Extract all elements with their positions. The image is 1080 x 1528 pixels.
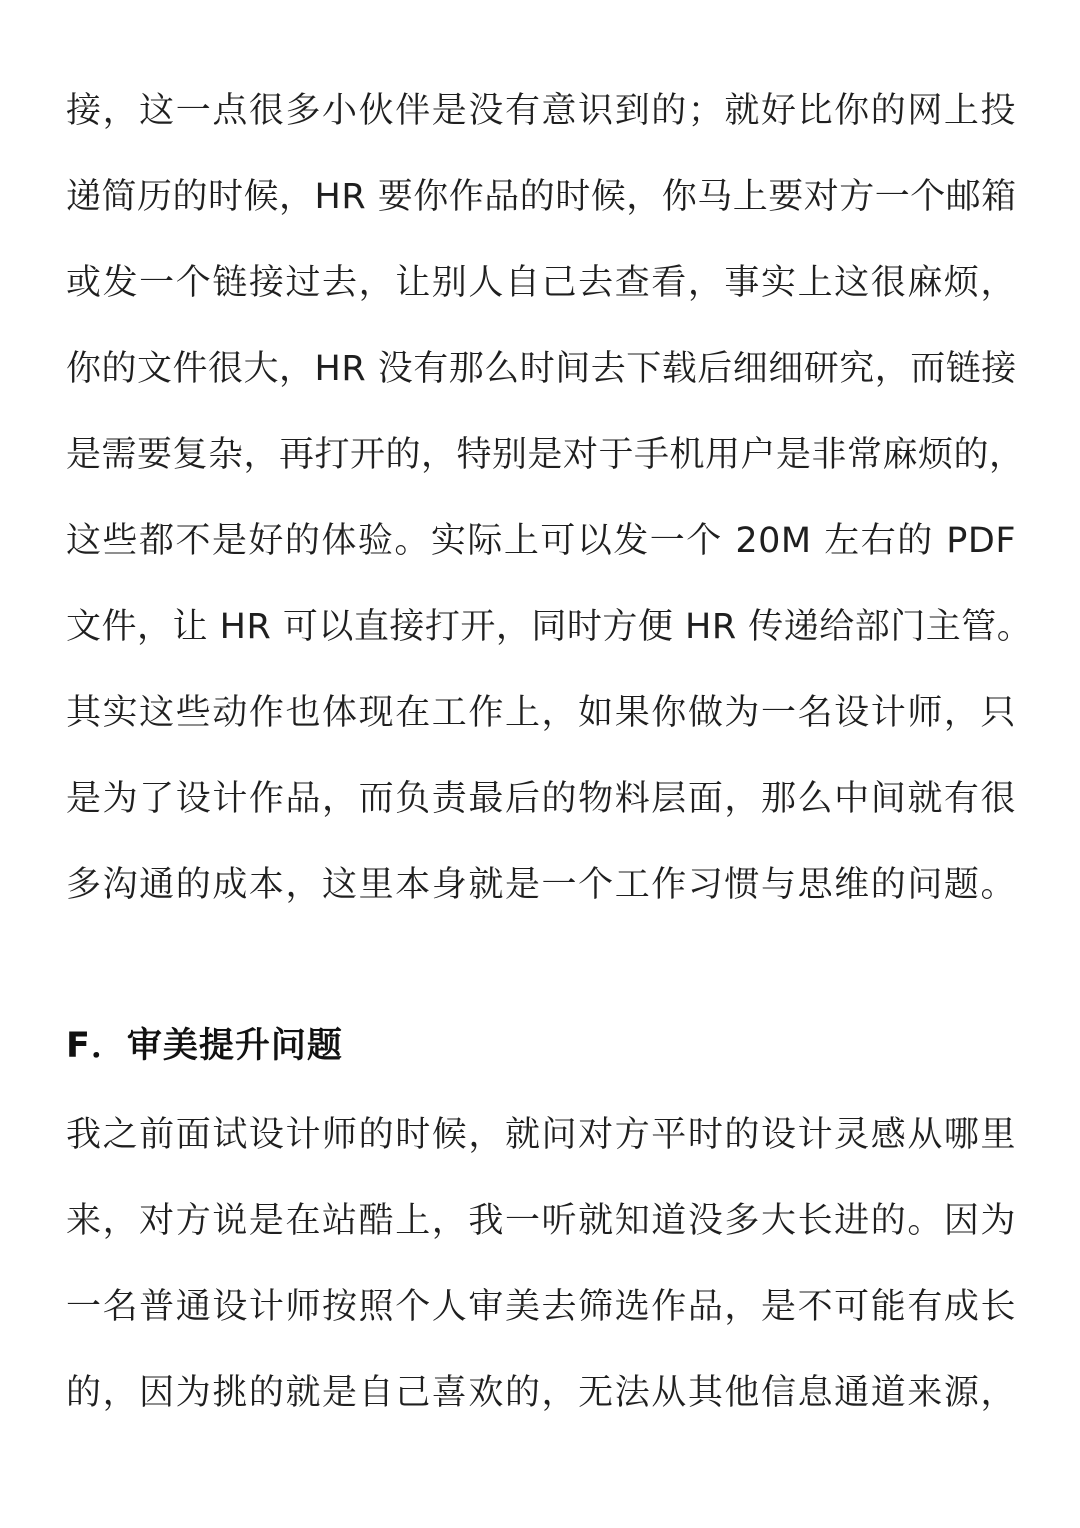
paragraph-line: 你的文件很大，HR 没有那么时间去下载后细细研究，而链接 (66, 349, 1017, 389)
paragraph-line: 文件，让 HR 可以直接打开，同时方便 HR 传递给部门主管。 (66, 607, 1033, 647)
section-heading: F．审美提升问题 (66, 1026, 343, 1066)
paragraph-line: 来，对方说是在站酷上，我一听就知道没多大长进的。因为 (66, 1201, 1016, 1241)
paragraph-line: 是需要复杂，再打开的，特别是对于手机用户是非常麻烦的， (66, 435, 1025, 475)
paragraph-line: 多沟通的成本，这里本身就是一个工作习惯与思维的问题。 (66, 865, 1016, 905)
paragraph-line: 接，这一点很多小伙伴是没有意识到的；就好比你的网上投 (66, 91, 1016, 131)
paragraph-line: 或发一个链接过去，让别人自己去查看，事实上这很麻烦， (66, 263, 1016, 303)
paragraph-line: 其实这些动作也体现在工作上，如果你做为一名设计师，只 (66, 693, 1016, 733)
paragraph-line: 递简历的时候，HR 要你作品的时候，你马上要对方一个邮箱 (66, 177, 1017, 217)
paragraph-line: 我之前面试设计师的时候，就问对方平时的设计灵感从哪里 (66, 1115, 1016, 1155)
paragraph-line: 这些都不是好的体验。实际上可以发一个 20M 左右的 PDF (66, 521, 1016, 561)
paragraph-line: 的，因为挑的就是自己喜欢的，无法从其他信息通道来源， (66, 1373, 1016, 1413)
paragraph-line: 是为了设计作品，而负责最后的物料层面，那么中间就有很 (66, 779, 1016, 819)
paragraph-line: 一名普通设计师按照个人审美去筛选作品，是不可能有成长 (66, 1287, 1016, 1327)
